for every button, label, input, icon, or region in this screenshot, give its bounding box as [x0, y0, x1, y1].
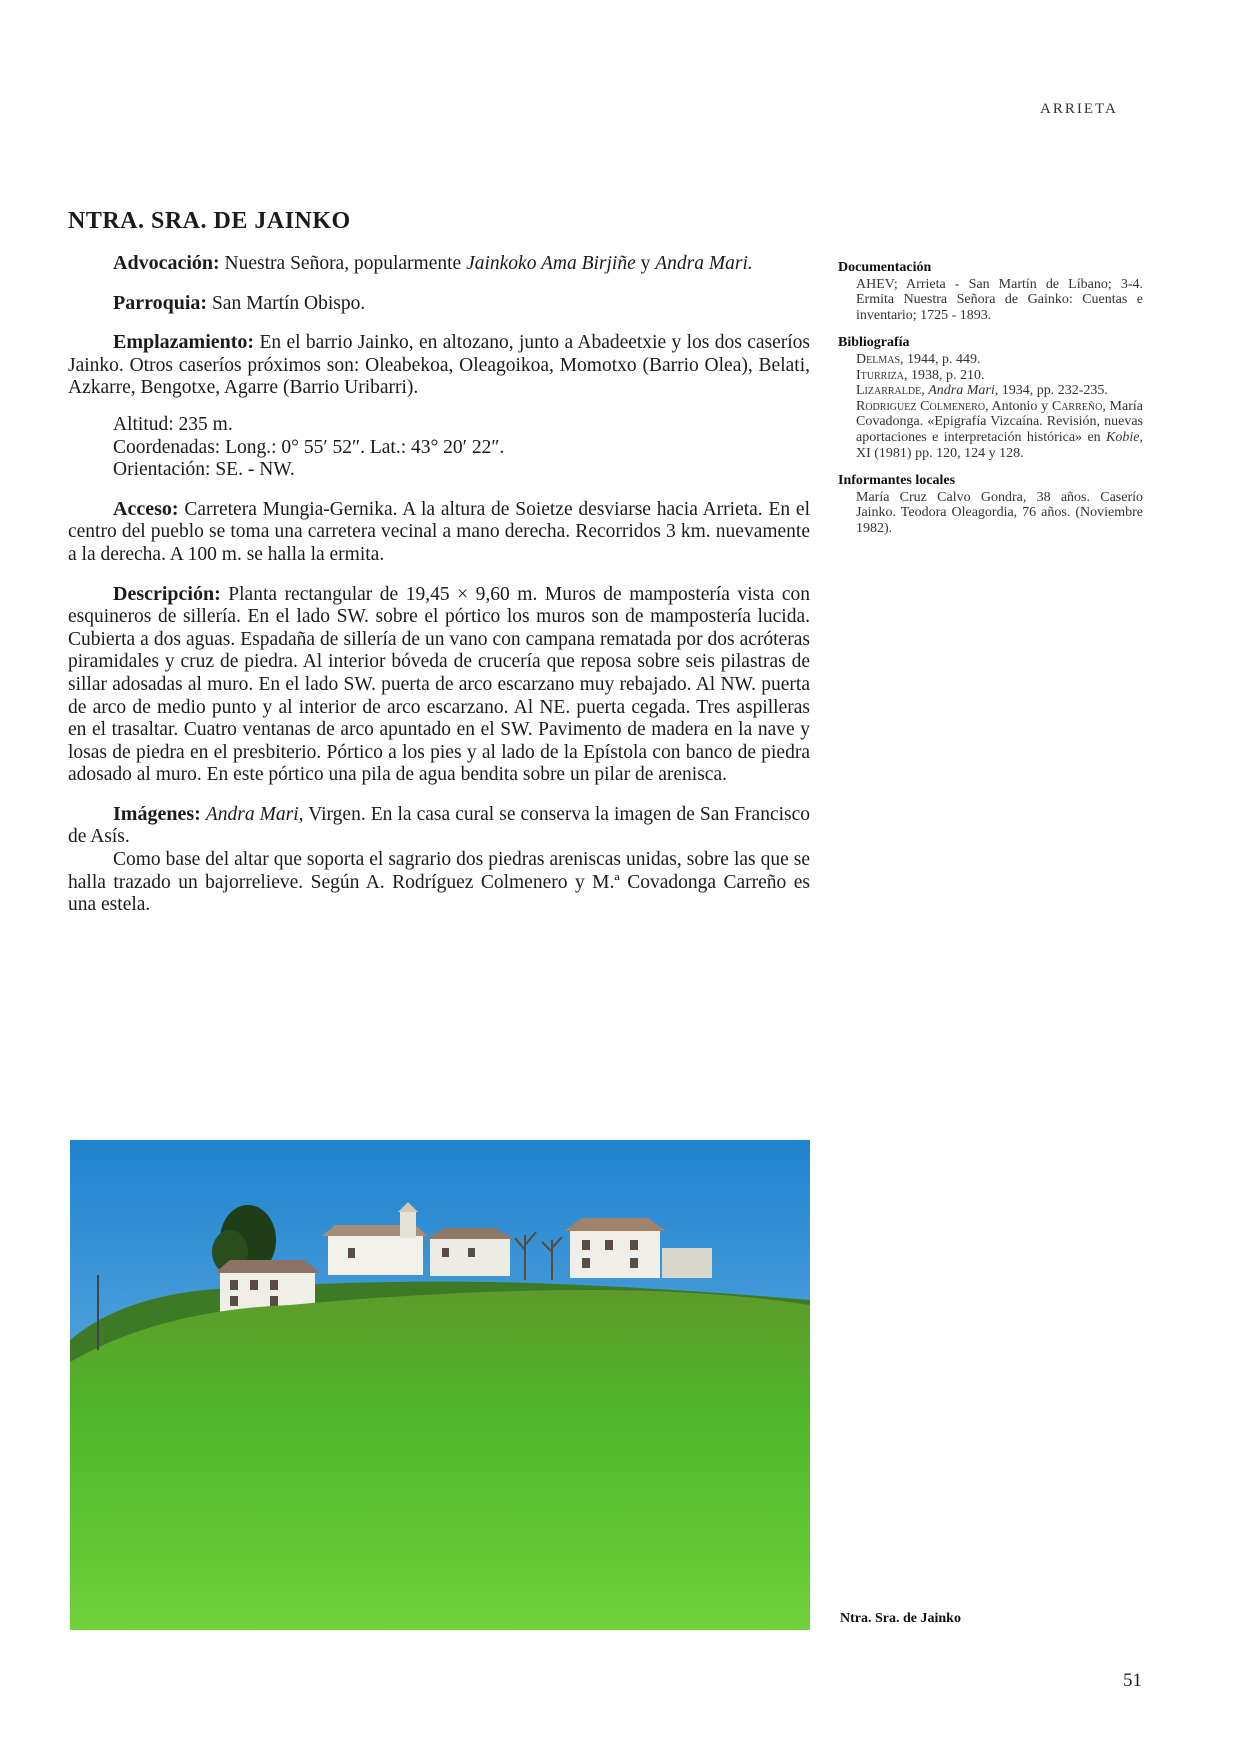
informantes-heading: Informantes locales: [838, 473, 956, 489]
landscape-illustration: [70, 1140, 810, 1630]
bib-author-2: Carreño: [1051, 398, 1103, 414]
orientacion: Orientación: SE. - NW.: [113, 459, 295, 481]
imagenes-label: Imágenes:: [113, 802, 201, 825]
informantes-text: María Cruz Calvo Gondra, 38 años. Caserío Jainko. Teodora Oleagordia, 76 años. (Noviembre 1982).: [856, 489, 1143, 536]
bib-entry: [856, 352, 1143, 368]
bib-author: Delmas: [856, 351, 901, 367]
documentacion-block: [838, 260, 1143, 323]
coordenadas: Coordenadas: Long.: 0° 55′ 52″. Lat.: 43° 20′ 22″.: [113, 436, 505, 458]
bib-text-end: , XI (1981) pp. 120, 124 y 128.: [856, 429, 1143, 461]
page-title: NTRA. SRA. DE JAINKO: [68, 208, 351, 234]
informantes-block: [838, 473, 1143, 536]
bib-title: Andra Mari: [928, 383, 995, 399]
advocacion-label: Advocación:: [113, 252, 220, 274]
bib-text: , 1934, pp. 232-235.: [994, 383, 1108, 399]
bib-sep: ,: [921, 383, 929, 399]
advocacion-italic: Jainkoko Ama Birjiñe: [466, 253, 636, 274]
imagenes-paragraph: [68, 803, 810, 849]
bib-author: Lizarralde: [856, 383, 922, 399]
emplazamiento-paragraph: [68, 331, 810, 400]
parroquia-text: San Martín Obispo.: [211, 292, 366, 314]
bib-author: Rodriguez Colmenero: [856, 398, 986, 414]
imagenes-italic: Andra Mari,: [205, 803, 304, 825]
sidebar-notes: [838, 260, 1143, 549]
descripcion-paragraph: [68, 583, 810, 787]
descripcion-label: Descripción:: [113, 582, 221, 605]
altitud: Altitud: 235 m.: [113, 413, 233, 435]
bib-text: , 1938, p. 210.: [904, 367, 985, 383]
advocacion-text-2: y: [635, 253, 656, 274]
photo-caption: Ntra. Sra. de Jainko: [840, 1611, 961, 1626]
emplazamiento-label: Emplazamiento:: [113, 331, 255, 354]
location-stats: [68, 414, 810, 482]
documentacion-heading: Documentación: [838, 260, 932, 275]
emplazamiento-text: En el barrio Jainko, en altozano, junto a Abadeetxie y los dos caseríos Jainko. Otros caseríos próximos son: Oleabekoa, Oleagoikoa, Momotxo (Barrio Olea), Belati, Azkarre, Bengotxe, Agarre (Barrio Uribarri).: [68, 332, 810, 399]
page-number: 51: [1123, 1670, 1142, 1691]
bib-entry: [856, 399, 1143, 461]
bib-text: , Antonio y: [985, 398, 1052, 414]
bibliografia-block: [838, 335, 1143, 461]
bib-text: , María Covadonga. «Epigrafía Vizcaína. Revisión, nuevas aportaciones e interpretación histórica» en: [856, 398, 1143, 445]
parroquia-paragraph: [68, 292, 810, 316]
advocacion-text-1: Nuestra Señora, popularmente: [224, 253, 467, 274]
documentacion-text: AHEV; Arrieta - San Martín de Líbano; 3-4. Ermita Nuestra Señora de Gainko: Cuentas e inventario; 1725 - 1893.: [856, 276, 1143, 323]
acceso-paragraph: [68, 498, 810, 567]
bib-text: , 1944, p. 449.: [900, 351, 981, 367]
bib-journal: Kobie: [1106, 429, 1140, 445]
imagenes-paragraph-2: Como base del altar que soporta el sagrario dos piedras areniscas unidas, sobre las que se halla trazado un bajorrelieve. Según A. Rodríguez Colmenero y M.ª Covadonga Carreño es una estela.: [68, 849, 810, 916]
parroquia-label: Parroquia:: [113, 291, 208, 314]
running-head: ARRIETA: [1040, 101, 1118, 117]
bib-entry: [856, 368, 1143, 384]
main-text-column: [68, 252, 810, 917]
acceso-text: Carretera Mungia-Gernika. A la altura de Soietze desviarse hacia Arrieta. En el centro del pueblo se toma una carretera vecinal a mano derecha. Recorridos 3 km. nuevamente a la derecha. A 100 m. se halla la ermita.: [68, 498, 810, 565]
bib-entry: [856, 383, 1143, 399]
advocacion-italic-2: Andra Mari.: [655, 253, 753, 274]
bib-author: Iturriza: [856, 367, 904, 383]
bibliografia-heading: Bibliografía: [838, 335, 910, 351]
farmhouse-center: [425, 1228, 515, 1276]
advocacion-paragraph: [68, 252, 810, 276]
descripcion-text: Planta rectangular de 19,45 × 9,60 m. Muros de mampostería vista con esquineros de sillería. En el lado SW. sobre el pórtico los muros son de mampostería lucida. Cubierta a dos aguas. Espadaña de sillería de un vano con campana rematada por dos acróteras piramidales y cruz de piedra. Al interior bóveda de crucería que reposa sobre seis pilastras de sillar adosadas al muro. En el lado SW. puerta de arco escarzano muy rebajado. Al NW. puerta de arco de medio punto y al interior de arco escarzano. Al NE. puerta cegada. Tres aspilleras en el trasaltar. Cuatro ventanas de arco apuntado en el SW. Pavimento de madera en la nave y losas de piedra en el presbiterio. Pórtico a los pies y al lado de la Epístola con banco de piedra adosado al muro. En este pórtico una pila de agua bendita sobre un pilar de arenisca.: [68, 583, 810, 786]
acceso-label: Acceso:: [113, 497, 179, 520]
imagenes-text: Virgen. En la casa cural se conserva la imagen de San Francisco de Asís.: [68, 803, 811, 848]
hermitage-photo: [70, 1140, 810, 1630]
meadow: [70, 1290, 810, 1630]
